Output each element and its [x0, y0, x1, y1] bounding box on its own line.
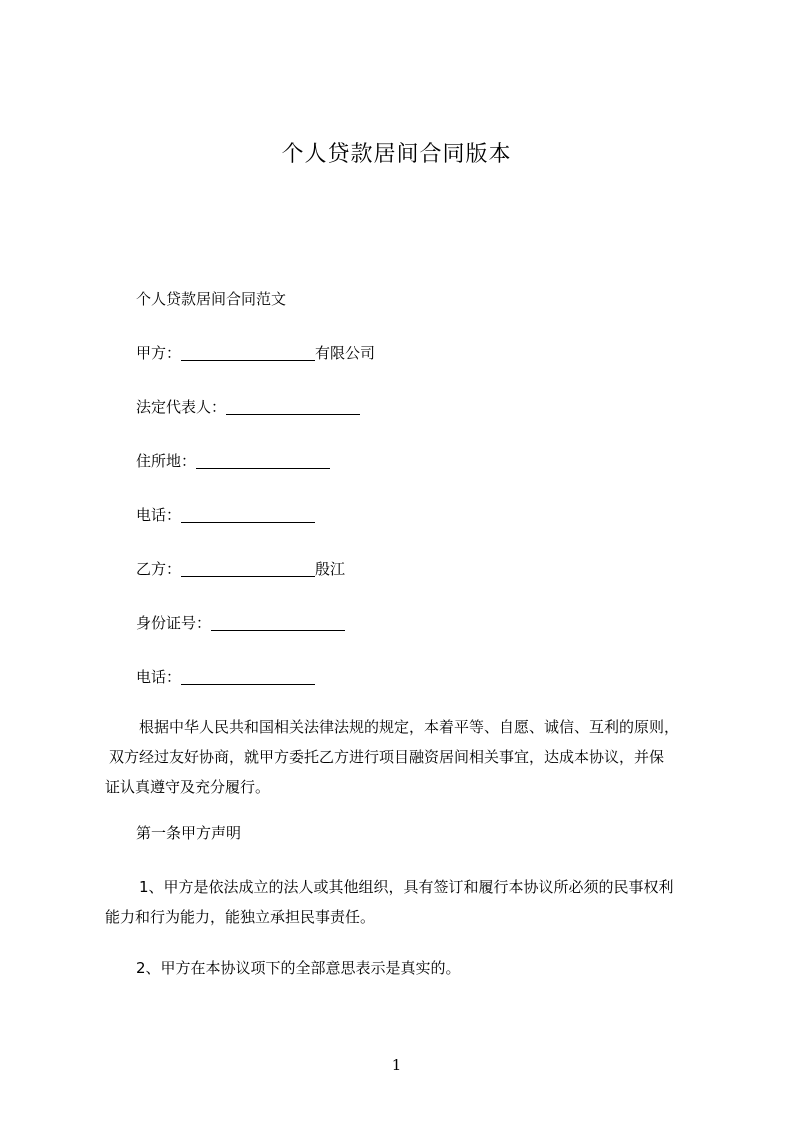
phone-a-blank — [181, 506, 315, 523]
address-row — [136, 450, 330, 472]
party-b-suffix: 殷江 — [315, 560, 346, 578]
clause-1-line-1 — [105, 872, 715, 902]
party-b-label: 乙方： — [136, 560, 182, 578]
id-number-row — [136, 612, 345, 634]
legal-rep-blank — [226, 398, 360, 415]
article-1-heading: 第一条甲方声明 — [136, 824, 242, 842]
preamble-line-2 — [105, 742, 715, 772]
address-blank — [196, 452, 330, 469]
preamble-line-2-text: 双方经过友好协商，就甲方委托乙方进行项目融资居间相关事宜，达成本协议，并保 — [109, 748, 665, 766]
clause-1-line-1-text: 1、甲方是依法成立的法人或其他组织，具有签订和履行本协议所必须的民事权利 — [139, 878, 674, 896]
party-b-row — [136, 558, 345, 580]
phone-b-label: 电话： — [136, 668, 182, 686]
preamble-line-3 — [105, 772, 715, 802]
party-a-blank — [181, 344, 315, 361]
preamble-line-1 — [105, 712, 715, 742]
article-1-clause-1 — [105, 872, 715, 932]
document-subtitle: 个人贷款居间合同范文 — [136, 290, 287, 308]
phone-b-blank — [181, 668, 315, 685]
phone-a-row — [136, 504, 315, 526]
id-number-label: 身份证号： — [136, 614, 212, 632]
article-1-clause-2: 2、甲方在本协议项下的全部意思表示是真实的。 — [136, 959, 461, 977]
clause-1-line-2-text: 能力和行为能力，能独立承担民事责任。 — [105, 908, 376, 926]
legal-rep-row — [136, 396, 360, 418]
phone-a-label: 电话： — [136, 506, 182, 524]
preamble-line-1-text: 根据中华人民共和国相关法律法规的规定，本着平等、自愿、诚信、互利的原则， — [139, 718, 680, 736]
id-number-blank — [211, 614, 345, 631]
party-a-suffix: 有限公司 — [315, 344, 376, 362]
document-title: 个人贷款居间合同版本 — [281, 142, 512, 167]
party-a-row — [136, 342, 375, 364]
page-number: 1 — [391, 1056, 402, 1074]
phone-b-row — [136, 666, 315, 688]
party-b-blank — [181, 560, 315, 577]
address-label: 住所地： — [136, 452, 197, 470]
legal-rep-label: 法定代表人： — [136, 398, 227, 416]
clause-1-line-2 — [105, 902, 715, 932]
preamble-paragraph — [105, 712, 715, 802]
preamble-line-3-text: 证认真遵守及充分履行。 — [105, 778, 271, 796]
party-a-label: 甲方： — [136, 344, 182, 362]
